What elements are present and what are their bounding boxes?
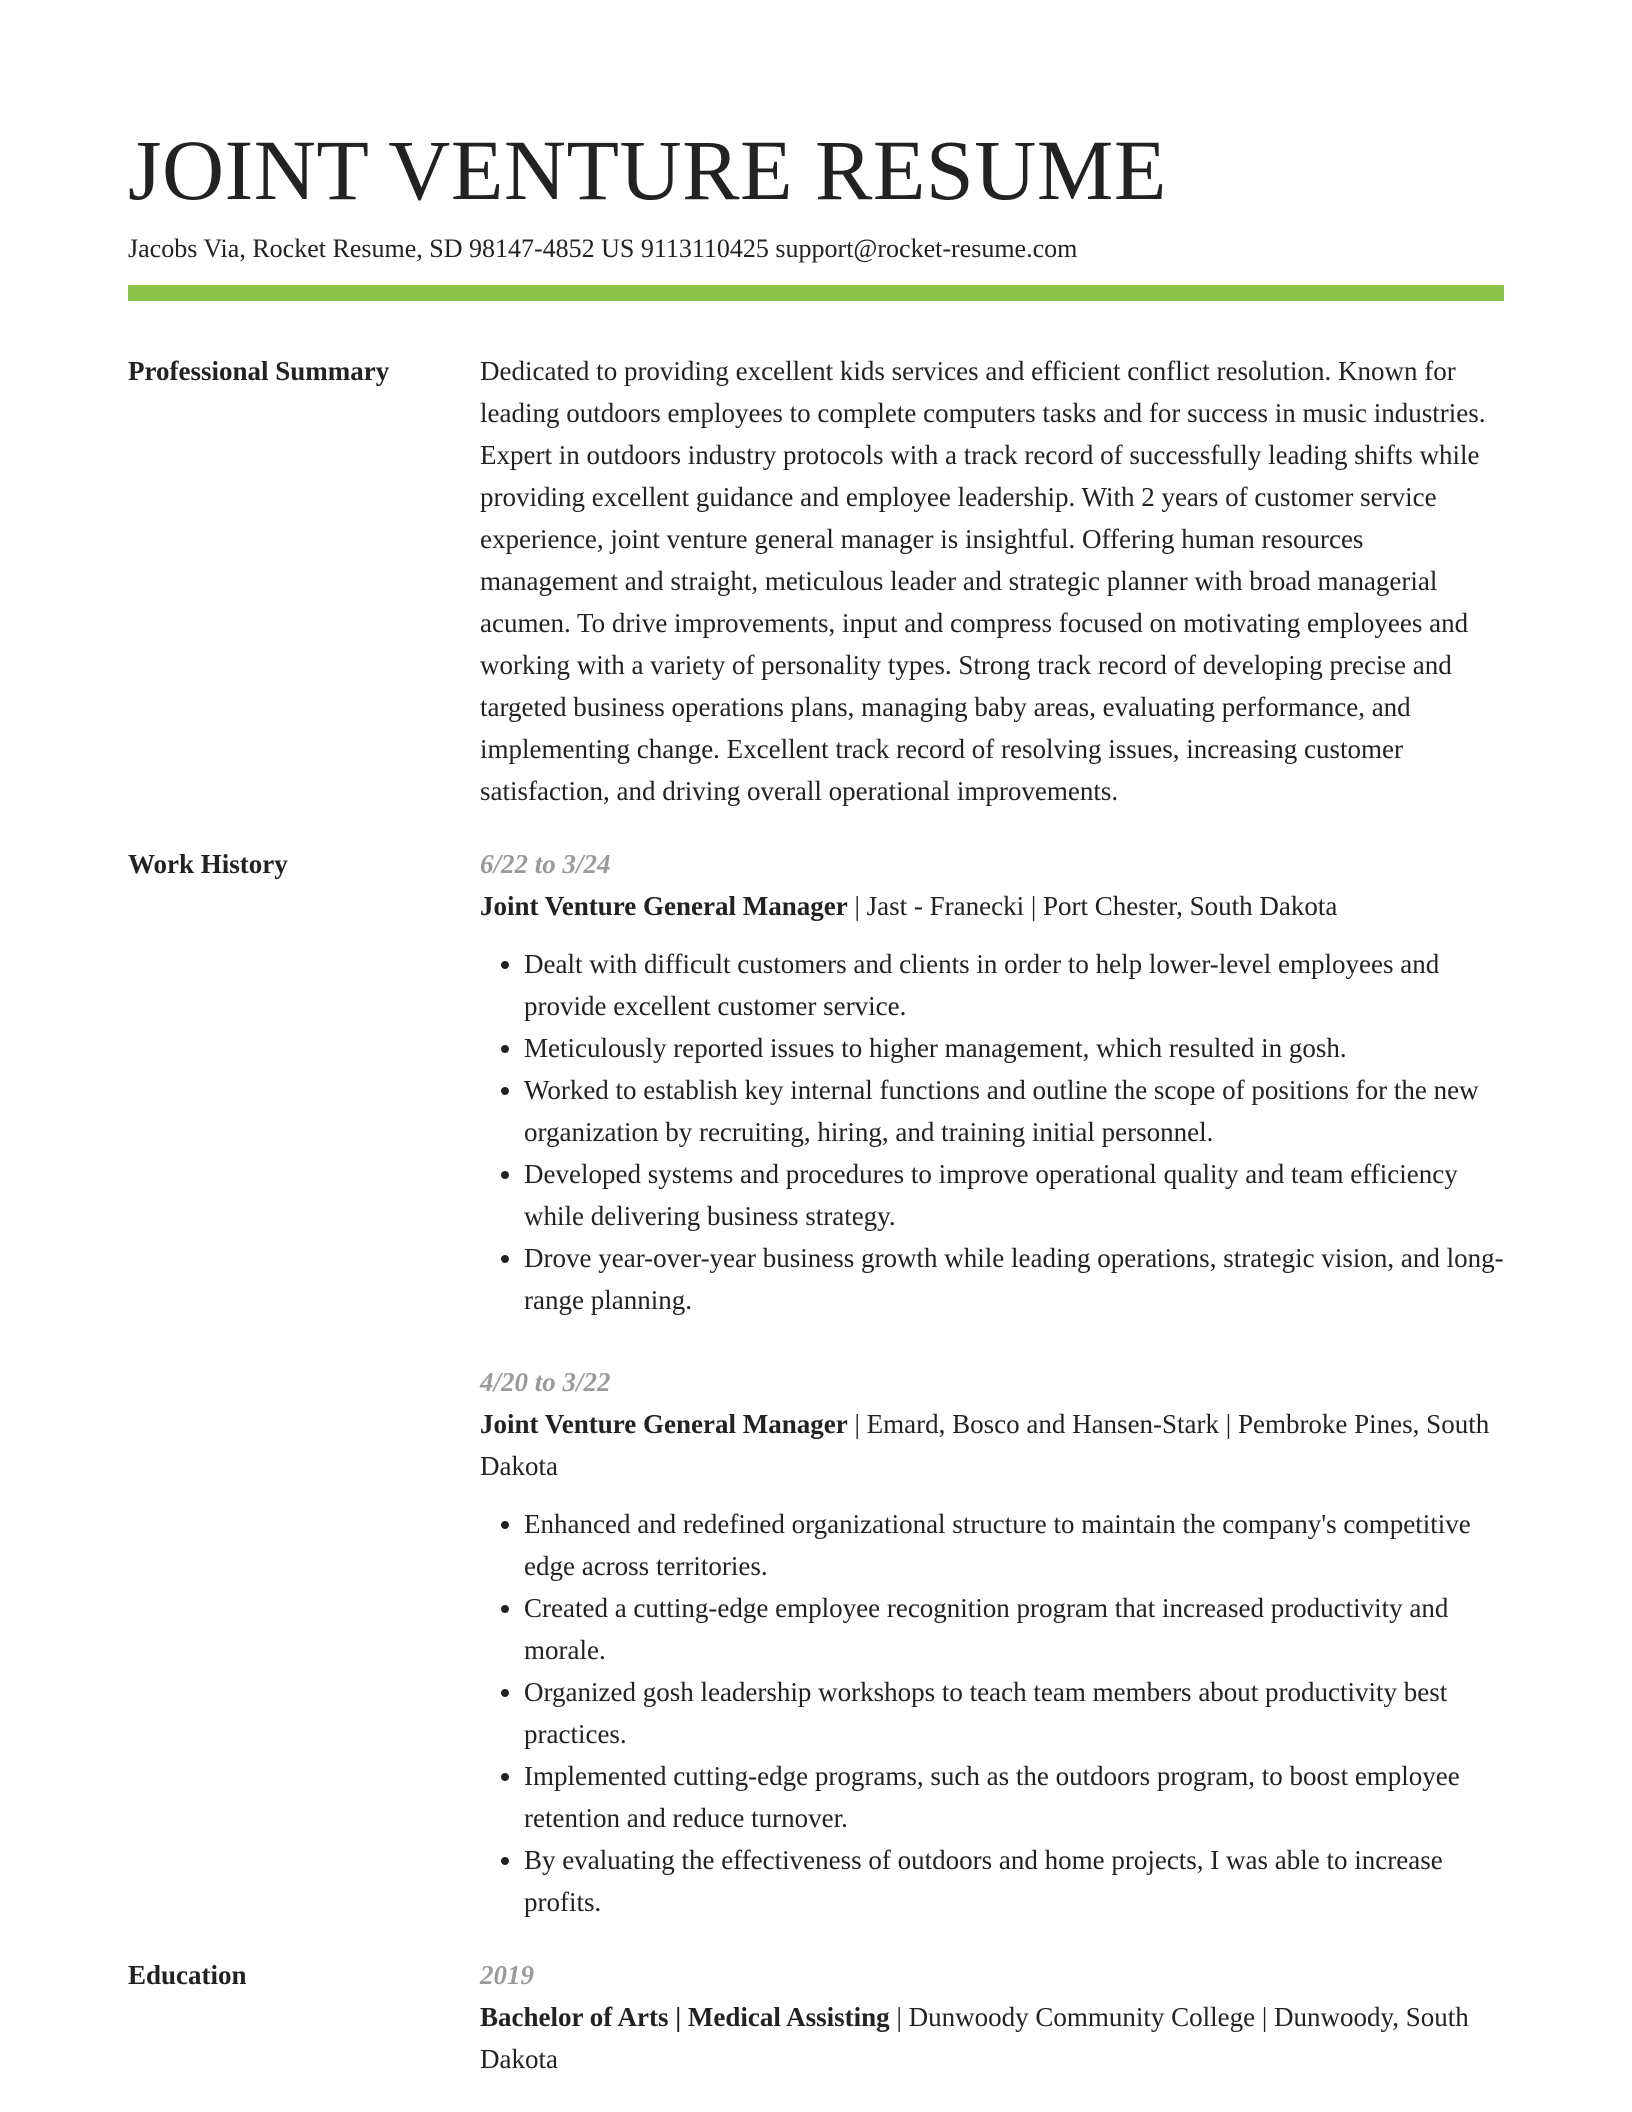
section-label: Professional Summary: [128, 356, 390, 386]
education-heading: [480, 1996, 1504, 2080]
education-entry: [480, 1954, 1504, 2080]
job-dates: 6/22 to 3/24: [480, 849, 611, 879]
section-label: Education: [128, 1960, 247, 1990]
bullet-item: • Developed systems and procedures to improve operational quality and team efficiency while delivering business strategy.: [524, 1153, 1504, 1237]
job-entry: [480, 843, 1504, 1321]
job-heading: [480, 1403, 1504, 1487]
bullet-item: • Meticulously reported issues to higher management, which resulted in gosh.: [524, 1027, 1504, 1069]
section-label: Work History: [128, 849, 288, 879]
education-dates: 2019: [480, 1960, 534, 1990]
job-dates: 4/20 to 3/22: [480, 1367, 611, 1397]
bullet-item: • By evaluating the effectiveness of outdoors and home projects, I was able to increase profits.: [524, 1839, 1504, 1923]
job-bullets: [480, 943, 1504, 1321]
job-title: Joint Venture General Manager: [480, 891, 848, 921]
job-details: | Jast - Franecki | Port Chester, South Dakota: [847, 891, 1338, 921]
resume-content: [128, 350, 1504, 2111]
job-entry: [480, 1361, 1504, 1923]
header-divider: [128, 285, 1504, 301]
bullet-item: • Dealt with difficult customers and clients in order to help lower-level employees and provide excellent customer service.: [524, 943, 1504, 1027]
job-title: Joint Venture General Manager: [480, 1409, 848, 1439]
contact-line: Jacobs Via, Rocket Resume, SD 98147-4852 US 9113110425 support@rocket-resume.com: [128, 234, 1078, 263]
job-bullets: [480, 1503, 1504, 1923]
bullet-item: • Enhanced and redefined organizational structure to maintain the company's competitive edge across territories.: [524, 1503, 1504, 1587]
bullet-item: • Organized gosh leadership workshops to teach team members about productivity best practices.: [524, 1671, 1504, 1755]
job-heading: [480, 885, 1504, 927]
section-work-history: [128, 843, 1504, 1923]
resume-title: JOINT VENTURE RESUME: [128, 122, 1167, 218]
bullet-item: • Worked to establish key internal functions and outline the scope of positions for the new organization by recruiting, hiring, and training initial personnel.: [524, 1069, 1504, 1153]
section-body: [480, 1954, 1504, 2080]
section-body: [480, 350, 1504, 812]
summary-text: Dedicated to providing excellent kids services and efficient conflict resolution. Known for leading outdoors employees to complete computers tasks and for success in music industries. Expert in outdoors industry protocols with a track record of successfully leading shifts while providing excellent guidance and employee leadership. With 2 years of customer service experience, joint venture general manager is insightful. Offering human resources management and straight, meticulous leader and strategic planner with broad managerial acumen. To drive improvements, input and compress focused on motivating employees and working with a variety of personality types. Strong track record of developing precise and targeted business operations plans, managing baby areas, evaluating performance, and implementing change. Excellent track record of resolving issues, increasing customer satisfaction, and driving overall operational improvements.: [480, 356, 1486, 806]
education-details: | Dunwoody Community College | Dunwoody, South Dakota: [480, 2002, 1469, 2074]
bullet-item: • Implemented cutting-edge programs, such as the outdoors program, to boost employee retention and reduce turnover.: [524, 1755, 1504, 1839]
bullet-item: • Drove year-over-year business growth while leading operations, strategic vision, and long-range planning.: [524, 1237, 1504, 1321]
degree-title: Bachelor of Arts | Medical Assisting: [480, 2002, 890, 2032]
section-body: [480, 843, 1504, 1923]
bullet-item: • Created a cutting-edge employee recognition program that increased productivity and morale.: [524, 1587, 1504, 1671]
section-education: [128, 1954, 1504, 2080]
job-details: | Emard, Bosco and Hansen-Stark | Pembroke Pines, South Dakota: [480, 1409, 1490, 1481]
section-professional-summary: [128, 350, 1504, 812]
